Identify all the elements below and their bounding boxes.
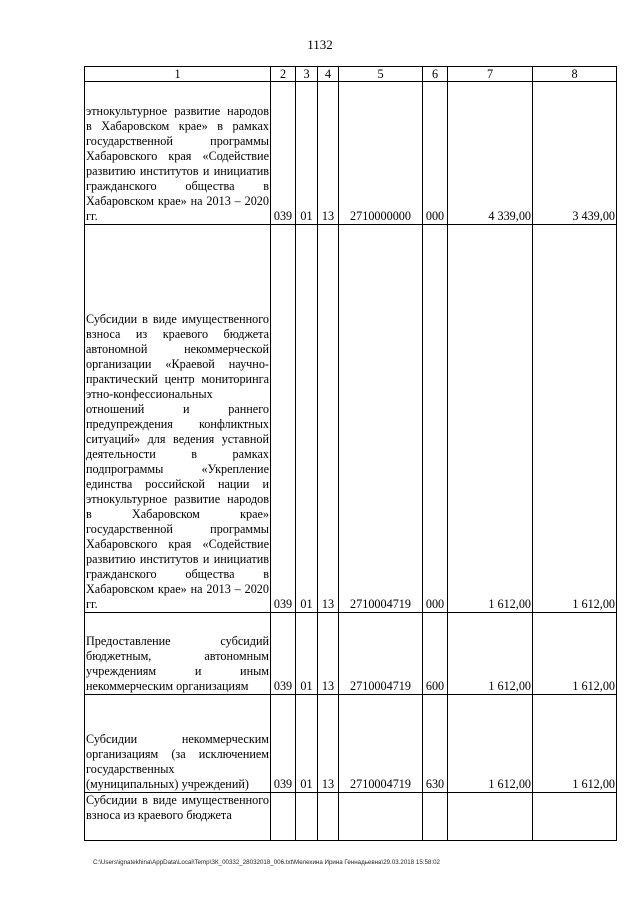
row-ministry-code [271,793,296,841]
row-expense-type: 000 [423,225,448,613]
row-target-article: 2710000000 [339,82,423,225]
row-amount-col8: 1 612,00 [533,225,617,613]
table-row [85,695,617,793]
row-expense-type: 000 [423,82,448,225]
header-col-6: 6 [423,67,448,82]
table-row [85,613,617,695]
row-section-code: 01 [296,695,318,793]
row-subsection-code: 13 [318,695,339,793]
row-target-article: 2710004719 [339,613,423,695]
row-section-code: 01 [296,225,318,613]
row-expense-type [423,793,448,841]
table-header-row [85,67,617,82]
row-description: Субсидии в виде имущественного взноса из краевого бюджета автономной некоммерческой организации «Краевой научно-практический центр мониторинга этно-конфессиональных отношений и раннего предупреждения конфликтных ситуаций» для ведения уставной деятельности в рамках подпрограммы «Укрепление единства российской нации и этнокультурное развитие народов в Хабаровском крае» государственной программы Хабаровского края «Содействие развитию институтов и инициатив гражданского общества в Хабаровском крае» на 2013 – 2020 гг. [85,225,271,613]
budget-table [84,66,617,841]
row-ministry-code: 039 [271,613,296,695]
row-subsection-code [318,793,339,841]
row-expense-type: 630 [423,695,448,793]
row-amount-col7: 1 612,00 [448,613,533,695]
row-amount-col7: 1 612,00 [448,695,533,793]
row-section-code [296,793,318,841]
row-amount-col8: 1 612,00 [533,613,617,695]
row-target-article: 2710004719 [339,695,423,793]
row-amount-col8: 1 612,00 [533,695,617,793]
row-amount-col7: 1 612,00 [448,225,533,613]
row-description: Субсидии некоммерческим организациям (за исключением государственных (муниципальных) учреждений) [85,695,271,793]
row-ministry-code: 039 [271,225,296,613]
row-section-code: 01 [296,613,318,695]
table-row [85,82,617,225]
header-col-7: 7 [448,67,533,82]
footer-file-path: C:\Users\ignatekhina\AppData\Local\Temp\ЗК_00332_28032018_006.txt\Мелехина Ирина Геннадьевна\29.03.2018 15:58:02 [93,859,440,866]
row-description: этнокультурное развитие народов в Хабаровском крае» в рамках государственной программы Хабаровского края «Содействие развитию институтов и инициатив гражданского общества в Хабаровском крае» на 2013 – 2020 гг. [85,82,271,225]
row-subsection-code: 13 [318,613,339,695]
header-col-3: 3 [296,67,318,82]
table-row [85,225,617,613]
page-number: 1132 [307,37,333,52]
row-amount-col7 [448,793,533,841]
row-description: Субсидии в виде имущественного взноса из краевого бюджета [85,793,271,841]
row-target-article [339,793,423,841]
header-col-4: 4 [318,67,339,82]
table-row [85,793,617,841]
row-target-article: 2710004719 [339,225,423,613]
row-subsection-code: 13 [318,82,339,225]
row-amount-col8 [533,793,617,841]
row-ministry-code: 039 [271,695,296,793]
header-col-8: 8 [533,67,617,82]
row-section-code: 01 [296,82,318,225]
header-col-1: 1 [85,67,271,82]
row-subsection-code: 13 [318,225,339,613]
header-col-5: 5 [339,67,423,82]
row-ministry-code: 039 [271,82,296,225]
row-expense-type: 600 [423,613,448,695]
row-description: Предоставление субсидий бюджетным, автономным учреждениям и иным некоммерческим организациям [85,613,271,695]
row-amount-col8: 3 439,00 [533,82,617,225]
row-amount-col7: 4 339,00 [448,82,533,225]
header-col-2: 2 [271,67,296,82]
